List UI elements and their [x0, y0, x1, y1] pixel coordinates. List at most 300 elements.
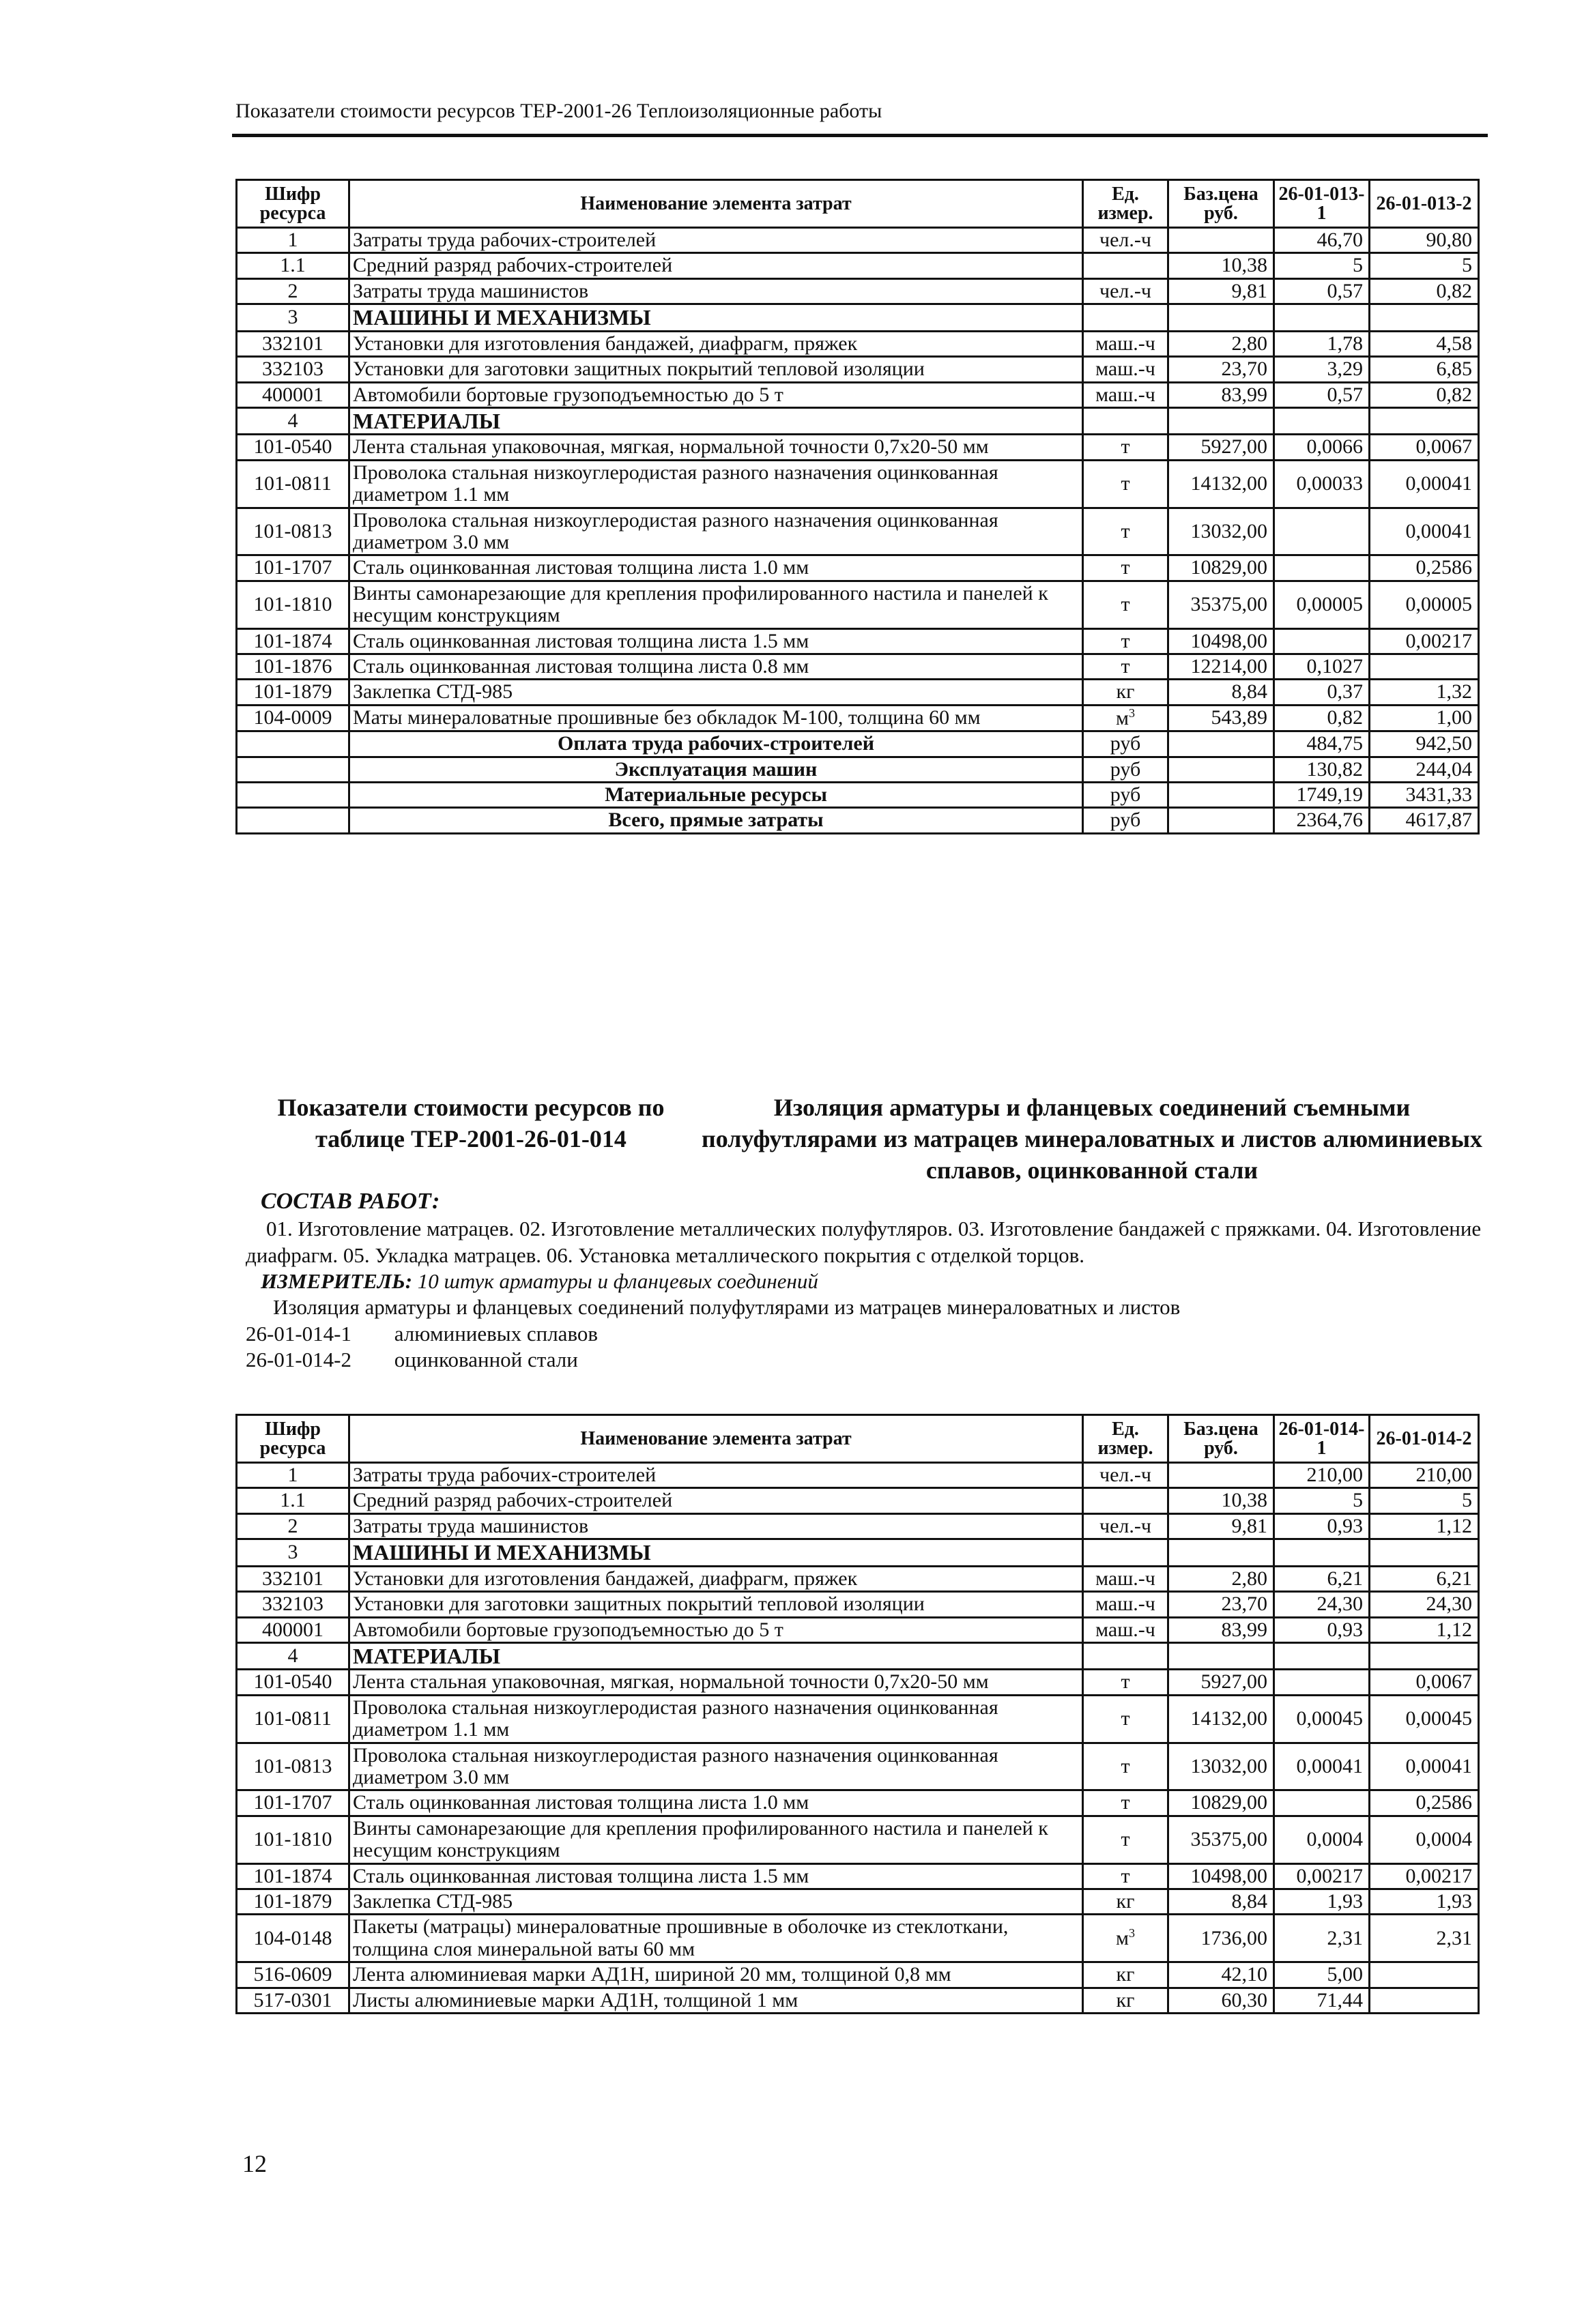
resource-unit [1083, 1988, 1168, 2013]
resource-name: Установки для изготовления бандажей, диафрагм, пряжек [349, 331, 1083, 356]
unit-text: кг [1116, 1988, 1135, 2011]
unit-text: чел.-ч [1099, 279, 1151, 302]
value-col1: 210,00 [1274, 1463, 1370, 1488]
resource-code: 101-1810 [237, 1816, 349, 1863]
total-col1: 484,75 [1274, 731, 1370, 757]
value-col1: 24,30 [1274, 1592, 1370, 1617]
resource-name: Лента алюминиевая марки АД1Н, шириной 20 мм, толщиной 0,8 мм [349, 1962, 1083, 1988]
resource-name: Винты самонарезающие для крепления профилированного настила и панелей к несущим конструкциям [349, 581, 1083, 628]
value-col1: 1,93 [1274, 1889, 1370, 1914]
header-name: Наименование элемента затрат [349, 1415, 1083, 1463]
base-price: 13032,00 [1168, 508, 1274, 555]
table-row [237, 278, 1479, 304]
table-row [237, 705, 1479, 731]
resource-code: 1.1 [237, 1488, 349, 1513]
value-col1: 0,82 [1274, 705, 1370, 731]
value-col2: 0,0067 [1370, 1670, 1479, 1695]
table-row [237, 508, 1479, 555]
header-unit: Ед. измер. [1083, 1415, 1168, 1463]
value-col1: 0,1027 [1274, 654, 1370, 679]
resource-unit [1083, 581, 1168, 628]
value-col1 [1274, 304, 1370, 332]
resource-code: 104-0009 [237, 705, 349, 731]
unit-text: маш.-ч [1095, 383, 1155, 406]
unit-text: м [1116, 706, 1129, 729]
table-row [237, 680, 1479, 705]
resource-unit [1083, 1592, 1168, 1617]
value-col1: 6,21 [1274, 1566, 1370, 1591]
base-price [1168, 1463, 1274, 1488]
value-col1: 2,31 [1274, 1915, 1370, 1962]
unit-text: чел.-ч [1099, 1464, 1151, 1486]
value-col1: 3,29 [1274, 357, 1370, 382]
base-price: 12214,00 [1168, 654, 1274, 679]
resource-unit [1083, 331, 1168, 356]
value-col2: 2,31 [1370, 1915, 1479, 1962]
table-row [237, 382, 1479, 407]
table-row [237, 228, 1479, 253]
running-title: Показатели стоимости ресурсов ТЕР-2001-26 Теплоизоляционные работы [235, 100, 882, 122]
value-col1: 1,78 [1274, 331, 1370, 356]
value-col1: 0,0004 [1274, 1816, 1370, 1863]
header-name: Наименование элемента затрат [349, 180, 1083, 228]
resource-code: 4 [237, 1642, 349, 1670]
resource-name: Сталь оцинкованная листовая толщина листа 0.8 мм [349, 654, 1083, 679]
resource-name: Лента стальная упаковочная, мягкая, нормальной точности 0,7х20-50 мм [349, 1670, 1083, 1695]
value-col1: 0,00041 [1274, 1743, 1370, 1790]
resource-code: 1.1 [237, 253, 349, 278]
value-col1 [1274, 1670, 1370, 1695]
base-price: 1736,00 [1168, 1915, 1274, 1962]
base-price: 10498,00 [1168, 1863, 1274, 1889]
value-col1 [1274, 628, 1370, 654]
header-code: Шифр ресурса [237, 180, 349, 228]
resource-code: 101-1874 [237, 1863, 349, 1889]
base-price: 8,84 [1168, 680, 1274, 705]
table-row [237, 555, 1479, 581]
table2-body [237, 1463, 1479, 2014]
value-col2: 0,2586 [1370, 555, 1479, 581]
resource-code: 101-1707 [237, 1790, 349, 1816]
resource-name: Проволока стальная низкоуглеродистая разного назначения оцинкованная диаметром 3.0 мм [349, 1743, 1083, 1790]
table-row [237, 1790, 1479, 1816]
unit-superscript: 3 [1128, 706, 1135, 720]
section2-title-left: Показатели стоимости ресурсов по таблице ТЕР-2001-26-01-014 [277, 1094, 665, 1153]
resource-code: 101-1879 [237, 680, 349, 705]
table-row [237, 1642, 1479, 1670]
resource-name: МАШИНЫ И МЕХАНИЗМЫ [349, 304, 1083, 332]
resource-unit [1083, 1816, 1168, 1863]
unit-text: т [1121, 472, 1130, 495]
value-col1 [1274, 1642, 1370, 1670]
total-base-empty [1168, 731, 1274, 757]
total-name: Эксплуатация машин [349, 757, 1083, 782]
value-col2: 0,2586 [1370, 1790, 1479, 1816]
base-price: 10,38 [1168, 253, 1274, 278]
total-name: Оплата труда рабочих-строителей [349, 731, 1083, 757]
value-col2 [1370, 1539, 1479, 1567]
base-price [1168, 407, 1274, 435]
unit-text: т [1121, 592, 1130, 615]
total-row [237, 808, 1479, 833]
base-price: 35375,00 [1168, 1816, 1274, 1863]
unit-superscript: 3 [1128, 1926, 1135, 1941]
resource-unit [1083, 1695, 1168, 1743]
resource-code: 2 [237, 1513, 349, 1539]
total-col1: 2364,76 [1274, 808, 1370, 833]
resource-code: 332103 [237, 357, 349, 382]
value-col2: 0,00217 [1370, 628, 1479, 654]
resource-unit [1083, 1488, 1168, 1513]
table-row [237, 435, 1479, 460]
resource-name: Заклепка СТД-985 [349, 680, 1083, 705]
resource-code: 104-0148 [237, 1915, 349, 1962]
resource-unit [1083, 1566, 1168, 1591]
base-price: 83,99 [1168, 1617, 1274, 1642]
header-code: Шифр ресурса [237, 1415, 349, 1463]
table-row [237, 357, 1479, 382]
value-col2 [1370, 1988, 1479, 2013]
base-price: 9,81 [1168, 278, 1274, 304]
resource-code: 4 [237, 407, 349, 435]
header-col2: 26-01-013-2 [1370, 180, 1479, 228]
table-row [237, 1988, 1479, 2013]
resource-name: Маты минераловатные прошивные без обкладок М-100, толщина 60 мм [349, 705, 1083, 731]
variant-code: 26-01-014-1 [246, 1321, 351, 1346]
resource-unit [1083, 1513, 1168, 1539]
base-price: 10829,00 [1168, 1790, 1274, 1816]
variant-line [246, 1321, 1495, 1347]
work-description [246, 1187, 1495, 1374]
page-number: 12 [242, 2150, 267, 2177]
resource-unit [1083, 680, 1168, 705]
resource-unit [1083, 705, 1168, 731]
table-row [237, 1670, 1479, 1695]
header-unit: Ед. измер. [1083, 180, 1168, 228]
value-col1: 0,57 [1274, 382, 1370, 407]
total-code-empty [237, 731, 349, 757]
table-row [237, 1463, 1479, 1488]
table-row [237, 1539, 1479, 1567]
resource-code: 101-1879 [237, 1889, 349, 1914]
total-col2: 942,50 [1370, 731, 1479, 757]
base-price: 2,80 [1168, 331, 1274, 356]
value-col2: 1,12 [1370, 1513, 1479, 1539]
resource-name: Затраты труда рабочих-строителей [349, 1463, 1083, 1488]
unit-text: чел.-ч [1099, 1514, 1151, 1537]
base-price: 35375,00 [1168, 581, 1274, 628]
unit-text: т [1121, 1791, 1130, 1814]
table-row [237, 628, 1479, 654]
header-base-price: Баз.цена руб. [1168, 1415, 1274, 1463]
resource-code: 516-0609 [237, 1962, 349, 1988]
base-price: 5927,00 [1168, 435, 1274, 460]
table-row [237, 1743, 1479, 1790]
unit-text: т [1121, 629, 1130, 652]
resource-name: Сталь оцинкованная листовая толщина листа 1.0 мм [349, 1790, 1083, 1816]
header-col1: 26-01-013-1 [1274, 180, 1370, 228]
header-rule [232, 134, 1488, 137]
resource-name: МАТЕРИАЛЫ [349, 407, 1083, 435]
resource-name: Проволока стальная низкоуглеродистая разного назначения оцинкованная диаметром 1.1 мм [349, 460, 1083, 508]
resource-code: 2 [237, 278, 349, 304]
resource-name: Сталь оцинкованная листовая толщина листа 1.0 мм [349, 555, 1083, 581]
table-row [237, 1816, 1479, 1863]
resource-name: МАШИНЫ И МЕХАНИЗМЫ [349, 1539, 1083, 1567]
table-row [237, 1566, 1479, 1591]
total-col2: 244,04 [1370, 757, 1479, 782]
base-price [1168, 228, 1274, 253]
base-price: 14132,00 [1168, 1695, 1274, 1743]
resource-code: 3 [237, 304, 349, 332]
total-code-empty [237, 808, 349, 833]
value-col2: 1,00 [1370, 705, 1479, 731]
base-price: 83,99 [1168, 382, 1274, 407]
resource-name: Сталь оцинкованная листовая толщина листа 1.5 мм [349, 1863, 1083, 1889]
value-col2: 0,0004 [1370, 1816, 1479, 1863]
value-col1: 0,93 [1274, 1513, 1370, 1539]
value-col1 [1274, 1790, 1370, 1816]
table-row [237, 1592, 1479, 1617]
resource-name: Установки для изготовления бандажей, диафрагм, пряжек [349, 1566, 1083, 1591]
value-col2: 6,85 [1370, 357, 1479, 382]
unit-text: т [1121, 519, 1130, 542]
resource-unit [1083, 1889, 1168, 1914]
variant-line [246, 1347, 1495, 1373]
resource-table-1 [235, 179, 1480, 834]
resource-name: Пакеты (матрацы) минераловатные прошивные в оболочке из стеклоткани, толщина слоя минеральной ваты 60 мм [349, 1915, 1083, 1962]
table1-body [237, 228, 1479, 834]
value-col2: 0,82 [1370, 382, 1479, 407]
value-col1: 0,00045 [1274, 1695, 1370, 1743]
resource-unit [1083, 228, 1168, 253]
value-col2: 5 [1370, 1488, 1479, 1513]
value-col1: 71,44 [1274, 1988, 1370, 2013]
unit-text: т [1121, 1754, 1130, 1777]
resource-unit [1083, 1539, 1168, 1567]
unit-text: кг [1116, 1963, 1135, 1986]
total-code-empty [237, 782, 349, 807]
total-base-empty [1168, 782, 1274, 807]
resource-unit [1083, 1617, 1168, 1642]
resource-name: Установки для заготовки защитных покрытий тепловой изоляции [349, 1592, 1083, 1617]
total-unit: руб [1083, 782, 1168, 807]
value-col2 [1370, 1642, 1479, 1670]
resource-code: 332101 [237, 1566, 349, 1591]
base-price: 23,70 [1168, 1592, 1274, 1617]
table-row [237, 1962, 1479, 1988]
value-col2: 0,00041 [1370, 460, 1479, 508]
value-col2 [1370, 407, 1479, 435]
resource-code: 101-1810 [237, 581, 349, 628]
value-col1: 0,0066 [1274, 435, 1370, 460]
section2-title-right: Изоляция арматуры и фланцевых соединений съемными полуфутлярами из матрацев минераловатных и листов алюминиевых сплавов, оцинкованной стали [701, 1094, 1483, 1185]
variant-text: алюминиевых сплавов [394, 1321, 599, 1346]
value-col1: 0,37 [1274, 680, 1370, 705]
variants-intro: Изоляция арматуры и фланцевых соединений полуфутлярами из матрацев минераловатных и листов [273, 1295, 1181, 1320]
works-heading: СОСТАВ РАБОТ: [261, 1189, 440, 1214]
resource-name: Проволока стальная низкоуглеродистая разного назначения оцинкованная диаметром 1.1 мм [349, 1695, 1083, 1743]
value-col2 [1370, 304, 1479, 332]
total-base-empty [1168, 808, 1274, 833]
total-row [237, 757, 1479, 782]
resource-code: 101-0811 [237, 1695, 349, 1743]
resource-name: МАТЕРИАЛЫ [349, 1642, 1083, 1670]
resource-unit [1083, 1670, 1168, 1695]
value-col2: 210,00 [1370, 1463, 1479, 1488]
total-name: Материальные ресурсы [349, 782, 1083, 807]
unit-text: маш.-ч [1095, 1618, 1155, 1641]
resource-name: Затраты труда машинистов [349, 278, 1083, 304]
resource-name: Заклепка СТД-985 [349, 1889, 1083, 1914]
resource-name: Лента стальная упаковочная, мягкая, нормальной точности 0,7х20-50 мм [349, 435, 1083, 460]
resource-name: Проволока стальная низкоуглеродистая разного назначения оцинкованная диаметром 3.0 мм [349, 508, 1083, 555]
table-row [237, 1513, 1479, 1539]
table-row [237, 1863, 1479, 1889]
unit-text: маш.-ч [1095, 358, 1155, 381]
value-col1 [1274, 1539, 1370, 1567]
resource-name: Затраты труда рабочих-строителей [349, 228, 1083, 253]
table-row [237, 253, 1479, 278]
value-col2: 0,0067 [1370, 435, 1479, 460]
resource-code: 1 [237, 228, 349, 253]
base-price: 8,84 [1168, 1889, 1274, 1914]
resource-code: 400001 [237, 1617, 349, 1642]
value-col2 [1370, 654, 1479, 679]
table-row [237, 654, 1479, 679]
value-col2: 24,30 [1370, 1592, 1479, 1617]
base-price: 14132,00 [1168, 460, 1274, 508]
resource-code: 101-1707 [237, 555, 349, 581]
resource-name: Автомобили бортовые грузоподъемностью до 5 т [349, 1617, 1083, 1642]
base-price [1168, 1539, 1274, 1567]
resource-code: 101-1876 [237, 654, 349, 679]
base-price: 60,30 [1168, 1988, 1274, 2013]
resource-table-2 [235, 1414, 1480, 2014]
resource-unit [1083, 253, 1168, 278]
value-col2: 0,00045 [1370, 1695, 1479, 1743]
value-col1 [1274, 508, 1370, 555]
total-col1: 1749,19 [1274, 782, 1370, 807]
resource-name: Установки для заготовки защитных покрытий тепловой изоляции [349, 357, 1083, 382]
total-col2: 4617,87 [1370, 808, 1479, 833]
table-row [237, 304, 1479, 332]
unit-text: чел.-ч [1099, 229, 1151, 251]
resource-unit [1083, 1863, 1168, 1889]
resource-code: 1 [237, 1463, 349, 1488]
resource-unit [1083, 654, 1168, 679]
resource-unit [1083, 1915, 1168, 1962]
resource-name: Затраты труда машинистов [349, 1513, 1083, 1539]
total-code-empty [237, 757, 349, 782]
resource-unit [1083, 1962, 1168, 1988]
table-row [237, 407, 1479, 435]
resource-code: 101-0540 [237, 1670, 349, 1695]
base-price: 13032,00 [1168, 1743, 1274, 1790]
resource-unit [1083, 1790, 1168, 1816]
value-col2: 0,00005 [1370, 581, 1479, 628]
value-col1: 0,00217 [1274, 1863, 1370, 1889]
resource-name: Листы алюминиевые марки АД1Н, толщиной 1 мм [349, 1988, 1083, 2013]
value-col1: 5 [1274, 253, 1370, 278]
table-row [237, 331, 1479, 356]
resource-code: 400001 [237, 382, 349, 407]
resource-code: 101-0811 [237, 460, 349, 508]
unit-text: т [1121, 654, 1130, 678]
value-col1: 0,57 [1274, 278, 1370, 304]
value-col2: 0,00217 [1370, 1863, 1479, 1889]
resource-unit [1083, 555, 1168, 581]
total-unit: руб [1083, 731, 1168, 757]
value-col2: 0,00041 [1370, 508, 1479, 555]
resource-unit [1083, 435, 1168, 460]
table-row [237, 1889, 1479, 1914]
resource-name: Сталь оцинкованная листовая толщина листа 1.5 мм [349, 628, 1083, 654]
table-row [237, 460, 1479, 508]
base-price: 10829,00 [1168, 555, 1274, 581]
unit-text: т [1121, 1864, 1130, 1887]
resource-code: 517-0301 [237, 1988, 349, 2013]
meter-line [261, 1268, 1495, 1294]
resource-unit [1083, 382, 1168, 407]
value-col1 [1274, 407, 1370, 435]
unit-text: кг [1116, 1889, 1135, 1913]
resource-unit [1083, 628, 1168, 654]
value-col2: 1,93 [1370, 1889, 1479, 1914]
unit-text: т [1121, 556, 1130, 579]
value-col1: 0,93 [1274, 1617, 1370, 1642]
resource-name: Средний разряд рабочих-строителей [349, 1488, 1083, 1513]
total-unit: руб [1083, 757, 1168, 782]
value-col2: 5 [1370, 253, 1479, 278]
value-col2: 4,58 [1370, 331, 1479, 356]
table-row [237, 581, 1479, 628]
total-col1: 130,82 [1274, 757, 1370, 782]
value-col2: 1,12 [1370, 1617, 1479, 1642]
unit-text: маш.-ч [1095, 1593, 1155, 1616]
resource-unit [1083, 460, 1168, 508]
header-base-price: Баз.цена руб. [1168, 180, 1274, 228]
value-col1: 0,00033 [1274, 460, 1370, 508]
base-price: 543,89 [1168, 705, 1274, 731]
total-col2: 3431,33 [1370, 782, 1479, 807]
resource-unit [1083, 1743, 1168, 1790]
table-row [237, 1695, 1479, 1743]
unit-text: кг [1116, 680, 1135, 703]
header-col1: 26-01-014-1 [1274, 1415, 1370, 1463]
resource-code: 101-0540 [237, 435, 349, 460]
resource-code: 101-0813 [237, 1743, 349, 1790]
table-row [237, 1488, 1479, 1513]
resource-unit [1083, 304, 1168, 332]
value-col2: 0,82 [1370, 278, 1479, 304]
value-col2 [1370, 1962, 1479, 1988]
base-price: 9,81 [1168, 1513, 1274, 1539]
table-row [237, 1617, 1479, 1642]
unit-text: маш.-ч [1095, 1567, 1155, 1590]
total-row [237, 782, 1479, 807]
resource-unit [1083, 1463, 1168, 1488]
base-price: 5927,00 [1168, 1670, 1274, 1695]
unit-text: м [1116, 1927, 1129, 1950]
works-text: 01. Изготовление матрацев. 02. Изготовление металлических полуфутляров. 03. Изготовление бандажей с пряжками. 04. Изготовление диафрагм. 05. Укладка матрацев. 06. Установка металлического покрытия с отделкой торцов. [246, 1217, 1482, 1267]
resource-code: 332103 [237, 1592, 349, 1617]
total-row [237, 731, 1479, 757]
unit-text: маш.-ч [1095, 332, 1155, 355]
value-col1: 46,70 [1274, 228, 1370, 253]
resource-name: Винты самонарезающие для крепления профилированного настила и панелей к несущим конструкциям [349, 1816, 1083, 1863]
total-base-empty [1168, 757, 1274, 782]
